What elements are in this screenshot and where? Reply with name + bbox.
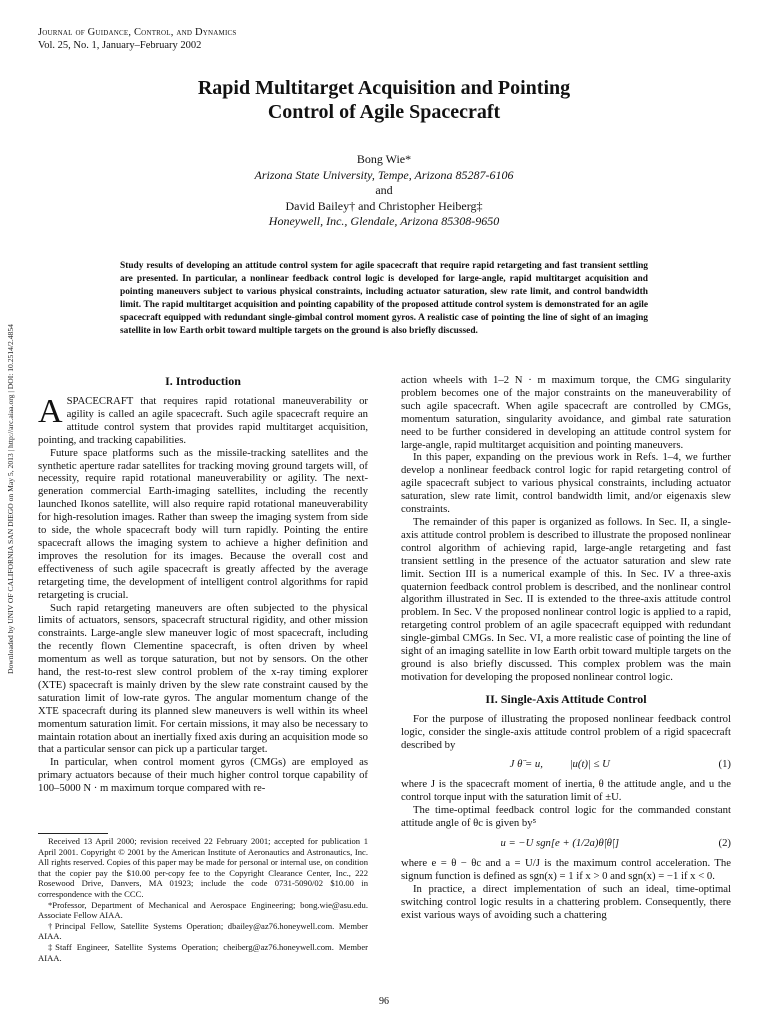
page-number: 96 [379, 996, 389, 1007]
left-column [38, 374, 368, 795]
abstract: Study results of developing an attitude control system for agile spacecraft that require rapid retargeting and fast transient settling are presented. In particular, a nonlinear feedback control logic is developed for large-angle, rapid multitarget acquisition and pointing maneuvers subject to various physical constraints, including actuator saturation, slew rate limit, and control bandwidth limit. The rapid multitarget acquisition and pointing capability of the proposed attitude control system is demonstrated for an agile spacecraft equipped with redundant single-gimbal control moment gyros. A realistic case of pointing the line of sight of an imaging satellite in low Earth orbit toward multiple targets on the ground is also briefly discussed. [120, 261, 648, 337]
footnote-rule [38, 833, 108, 834]
paragraph: For the purpose of illustrating the proposed nonlinear feedback control logic, consider the single-axis attitude control problem of a rigid spacecraft described by [401, 712, 731, 751]
paragraph: The time-optimal feedback control logic for the commanded constant attitude angle of θc is given by⁵ [401, 804, 731, 830]
paragraph: action wheels with 1–2 N · m maximum torque, the CMG singularity problem becomes one of the major constraints on the maneuverability of such agile spacecraft. When agile spacecraft are controlled by CMGs, momentum saturation, singularity avoidance, and gimbal rate saturation need to be further considered in developing an attitude control system for large-angle, rapid multitarget acquisition and pointing maneuvers. [401, 374, 731, 451]
equation-2 [401, 837, 731, 850]
affiliation-2: Honeywell, Inc., Glendale, Arizona 85308-9650 [268, 214, 500, 228]
title-line-1: Rapid Multitarget Acquisition and Pointing [197, 77, 571, 99]
section-heading-single-axis: II. Single-Axis Attitude Control [485, 691, 647, 706]
volume-issue: Vol. 25, No. 1, January–February 2002 [38, 40, 202, 51]
paragraph: In this paper, expanding on the previous work in Refs. 1–4, we further develop a nonlinear feedback control logic for rapid retargeting control of agile spacecraft subject to various physical constraints, including actuator saturation, slew rate limit, control bandwidth limit, and/or eigenaxis slew constraints. [401, 451, 731, 516]
paragraph: The remainder of this paper is organized as follows. In Sec. II, a single-axis attitude control problem is described to illustrate the proposed nonlinear control algorithm of achieving rapid, large-angle retargeting and fast transient settling in the presence of the actuator saturation and slew rate limit. Section III is a numerical example of this. In Sec. IV a three-axis quaternion feedback control problem is described, and the nonlinear control algorithm illustrated in Sec. II is extended to the three-axis attitude control problem. In Sec. V the proposed nonlinear control logic is applied to a rapid, retargeting control problem of an agile spacecraft equipped with redundant single-gimbal CMGs. In Sec. VI, a more realistic case of pointing the line of sight of an imaging satellite in low Earth orbit toward multiple targets on the ground is also briefly discussed. This complex problem was the main motivation for developing the proposed nonlinear control logic. [401, 515, 731, 683]
equation-number: (2) [718, 837, 731, 849]
footnote-received: Received 13 April 2000; revision received 22 February 2001; accepted for publication 1 April 2001. Copyright © 2001 by the American Institute of Aeronautics and Astronautics, Inc. All rights reserved. Copies of this paper may be made for personal or internal use, on condition that the copier pay the $10.00 per-copy fee to the Copyright Clearance Center, Inc., 222 Rosewood Drive, Danvers, MA 01923; include the code 0731-5090/02 $10.00 in correspondence with the CCC. [38, 836, 368, 899]
author-conjunction: and [375, 183, 393, 197]
download-notice: Downloaded by UNIV OF CALIFORNIA SAN DIEGO on May 5, 2013 | http://arc.aiaa.org | DOI: 10.2514/2.4854 [6, 324, 15, 674]
paragraph: In practice, a direct implementation of such an ideal, time-optimal switching control logic results in a chattering problem. Consequently, there exist various ways of avoiding such a chattering [401, 882, 731, 921]
intro-text: SPACECRAFT that requires rapid rotational maneuverability or agility is called an agile spacecraft. Such agile spacecraft require an attitude control system that provides rapid multitarget acquisition, pointing, and tracking capabilities. [38, 395, 368, 446]
equation-1 [401, 758, 731, 771]
paragraph: In particular, when control moment gyros (CMGs) are employed as primary actuators because of their much higher control torque capability of 100–5000 N · m maximum torque compared with re- [38, 756, 368, 795]
equation-body: u = −U sgn[e + (1/2a)θ̇|θ̇|] [500, 837, 619, 849]
drop-cap: A [38, 393, 63, 430]
journal-header [38, 26, 236, 52]
paragraph: Future space platforms such as the missile-tracking satellites and the synthetic aperture radar satellites for tracking moving ground targets will, of necessity, require rapid rotational maneuverability or agility. The next-generation commercial Earth-imaging satellites, including the recently launched Ikonos satellite, will also require rapid rotational maneuverability for high-resolution images. Rather than sweep the imaging system from side to side, the whole spacecraft body will turn rapidly. Pointing the entire spacecraft allows the imaging system to achieve a higher definition and improves the resolution for its images. Because the overall cost and effectiveness of such agile spacecraft is greatly affected by the average retargeting time, the development of intelligent control algorithms for rapid retargeting is crucial. [38, 446, 368, 601]
paper-title [84, 76, 684, 124]
equation-body: J θ̈ = u, |u(t)| ≤ U [509, 758, 610, 771]
equation-number: (1) [718, 758, 731, 771]
paragraph: where J is the spacecraft moment of inertia, θ the attitude angle, and u the control torque input with the saturation limit of ±U. [401, 778, 731, 804]
footnote-author-3: ‡Staff Engineer, Satellite Systems Operation; cheiberg@az76.honeywell.com. Member AIAA. [38, 941, 368, 963]
paragraph [38, 395, 368, 447]
paragraph: where e = θ − θc and a = U/J is the maximum control acceleration. The signum function is defined as sgn(x) = 1 if x > 0 and sgn(x) = −1 if x < 0. [401, 856, 731, 882]
footnote-author-1: *Professor, Department of Mechanical and Aerospace Engineering; bong.wie@asu.edu. Associate Fellow AIAA. [38, 899, 368, 921]
paragraph: Such rapid retargeting maneuvers are often subjected to the physical limits of actuators, sensors, spacecraft structural rigidity, and other mission constraints. Large-angle slew maneuver logic of most spacecraft, including the recently flown Clementine spacecraft, is often driven by wheel momentum as well as torque saturation, but not by sensors. On the other hand, the rest-to-rest slew control problem of the x-ray timing explorer (XTE) spacecraft is mainly driven by the slew rate constraint caused by the saturation limit of low-rate gyros. The angular momentum change of the XTE spacecraft during its planned slew maneuvers is well within its wheel momentum saturation limit. For certain missions, it may also be necessary to maintain rotation about an inertially fixed axis during an acquisition mode so that a particular sensor can pick up a particular target. [38, 601, 368, 756]
footnotes [38, 836, 368, 963]
authors-2-3: David Bailey† and Christopher Heiberg‡ [285, 198, 483, 213]
author-block [84, 152, 684, 230]
affiliation-1: Arizona State University, Tempe, Arizona 85287-6106 [254, 167, 514, 182]
download-sidebar [6, 304, 16, 674]
journal-name: Journal of Guidance, Control, and Dynamics [38, 27, 237, 38]
section-heading-introduction: I. Introduction [165, 374, 241, 388]
right-column [401, 374, 731, 921]
title-line-2: Control of Agile Spacecraft [267, 101, 501, 123]
author-1: Bong Wie* [356, 152, 412, 166]
footnote-author-2: †Principal Fellow, Satellite Systems Operation; dbailey@az76.honeywell.com. Member AIAA. [38, 920, 368, 942]
